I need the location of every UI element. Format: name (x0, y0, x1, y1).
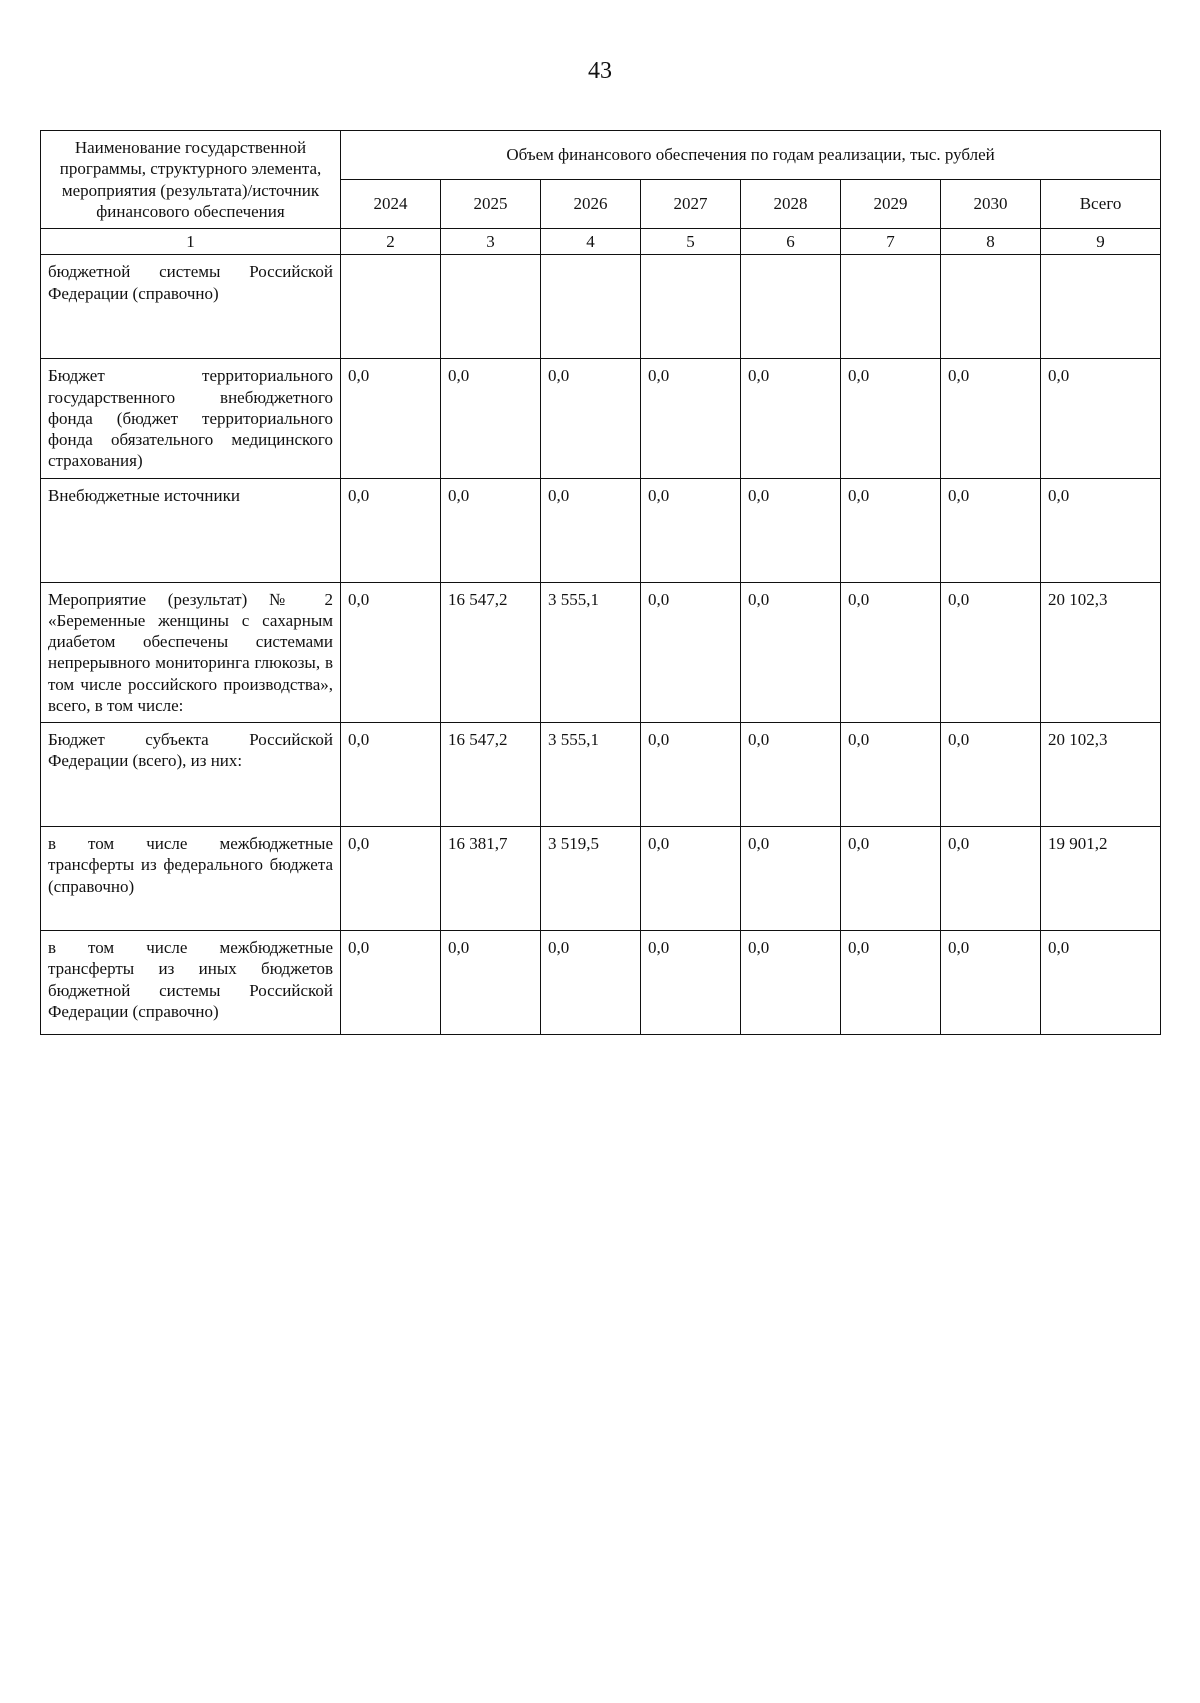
row-name-cell: Внебюджетные источники (41, 478, 341, 582)
year-value-cell: 0,0 (541, 478, 641, 582)
year-value-cell: 0,0 (941, 582, 1041, 723)
row-name-cell: в том числе межбюджетные трансферты из иных бюджетов бюджетной системы Российской Федерации (справочно) (41, 931, 341, 1035)
year-value-cell: 0,0 (741, 723, 841, 827)
year-value-cell (541, 255, 641, 359)
year-value-cell: 0,0 (941, 827, 1041, 931)
year-value-cell (841, 255, 941, 359)
year-value-cell: 0,0 (641, 723, 741, 827)
column-number: 1 (41, 229, 341, 255)
year-value-cell: 0,0 (341, 931, 441, 1035)
year-value-cell: 0,0 (741, 827, 841, 931)
year-value-cell: 0,0 (841, 478, 941, 582)
year-value-cell: 0,0 (941, 931, 1041, 1035)
table-row (41, 931, 1161, 1035)
year-value-cell: 0,0 (841, 931, 941, 1035)
total-value-cell (1041, 255, 1161, 359)
year-value-cell: 0,0 (941, 359, 1041, 478)
year-value-cell: 0,0 (441, 931, 541, 1035)
year-value-cell: 0,0 (841, 359, 941, 478)
page-number: 43 (588, 58, 612, 84)
column-number: 2 (341, 229, 441, 255)
year-value-cell: 3 555,1 (541, 723, 641, 827)
table-row (41, 582, 1161, 723)
year-value-cell: 0,0 (741, 478, 841, 582)
year-value-cell: 0,0 (341, 827, 441, 931)
column-number: 7 (841, 229, 941, 255)
year-value-cell: 16 381,7 (441, 827, 541, 931)
year-value-cell: 0,0 (441, 478, 541, 582)
total-value-cell: 0,0 (1041, 359, 1161, 478)
column-number: 5 (641, 229, 741, 255)
year-value-cell: 0,0 (741, 359, 841, 478)
year-value-cell: 0,0 (841, 827, 941, 931)
year-value-cell: 0,0 (741, 931, 841, 1035)
total-value-cell: 0,0 (1041, 931, 1161, 1035)
year-value-cell: 0,0 (441, 359, 541, 478)
year-value-cell: 0,0 (641, 359, 741, 478)
total-header: Всего (1041, 180, 1161, 229)
table-body (41, 255, 1161, 1035)
year-value-cell: 0,0 (541, 359, 641, 478)
year-header: 2027 (641, 180, 741, 229)
row-name-cell: Бюджет территориального государственного внебюджетного фонда (бюджет территориального фонда обязательного медицинского страхования) (41, 359, 341, 478)
table-row (41, 723, 1161, 827)
column-number: 3 (441, 229, 541, 255)
year-value-cell: 0,0 (641, 582, 741, 723)
total-value-cell: 19 901,2 (1041, 827, 1161, 931)
year-header: 2024 (341, 180, 441, 229)
column-number: 4 (541, 229, 641, 255)
year-value-cell: 16 547,2 (441, 582, 541, 723)
year-header: 2028 (741, 180, 841, 229)
financing-table (40, 130, 1161, 1035)
year-header: 2029 (841, 180, 941, 229)
year-value-cell: 0,0 (641, 931, 741, 1035)
year-value-cell: 0,0 (541, 931, 641, 1035)
year-value-cell: 0,0 (741, 582, 841, 723)
row-name-cell: Мероприятие (результат) № 2 «Беременные женщины с сахарным диабетом обеспечены системами непрерывного мониторинга глюкозы, в том числе российского производства», всего, в том числе: (41, 582, 341, 723)
year-header: 2025 (441, 180, 541, 229)
year-value-cell: 0,0 (841, 723, 941, 827)
year-value-cell: 0,0 (941, 478, 1041, 582)
table-row (41, 827, 1161, 931)
table-row (41, 478, 1161, 582)
year-value-cell: 0,0 (341, 723, 441, 827)
column-number-row (41, 229, 1161, 255)
year-header: 2026 (541, 180, 641, 229)
year-value-cell: 3 519,5 (541, 827, 641, 931)
year-value-cell (641, 255, 741, 359)
funding-group-header: Объем финансового обеспечения по годам реализации, тыс. рублей (341, 131, 1161, 180)
year-value-cell: 0,0 (341, 582, 441, 723)
column-number: 9 (1041, 229, 1161, 255)
column-number: 8 (941, 229, 1041, 255)
year-value-cell: 0,0 (941, 723, 1041, 827)
total-value-cell: 20 102,3 (1041, 582, 1161, 723)
year-value-cell (341, 255, 441, 359)
year-value-cell (941, 255, 1041, 359)
year-value-cell: 0,0 (641, 827, 741, 931)
year-header: 2030 (941, 180, 1041, 229)
year-value-cell (441, 255, 541, 359)
table-row (41, 255, 1161, 359)
year-value-cell: 0,0 (841, 582, 941, 723)
total-value-cell: 20 102,3 (1041, 723, 1161, 827)
year-value-cell: 16 547,2 (441, 723, 541, 827)
year-value-cell: 3 555,1 (541, 582, 641, 723)
row-name-cell: в том числе межбюджетные трансферты из федерального бюджета (справочно) (41, 827, 341, 931)
year-value-cell: 0,0 (341, 359, 441, 478)
year-value-cell: 0,0 (641, 478, 741, 582)
year-value-cell: 0,0 (341, 478, 441, 582)
name-column-header: Наименование государственной программы, структурного элемента, мероприятия (результата)/источник финансового обеспечения (41, 131, 341, 229)
year-value-cell (741, 255, 841, 359)
table-row (41, 359, 1161, 478)
total-value-cell: 0,0 (1041, 478, 1161, 582)
row-name-cell: Бюджет субъекта Российской Федерации (всего), из них: (41, 723, 341, 827)
row-name-cell: бюджетной системы Российской Федерации (справочно) (41, 255, 341, 359)
column-number: 6 (741, 229, 841, 255)
